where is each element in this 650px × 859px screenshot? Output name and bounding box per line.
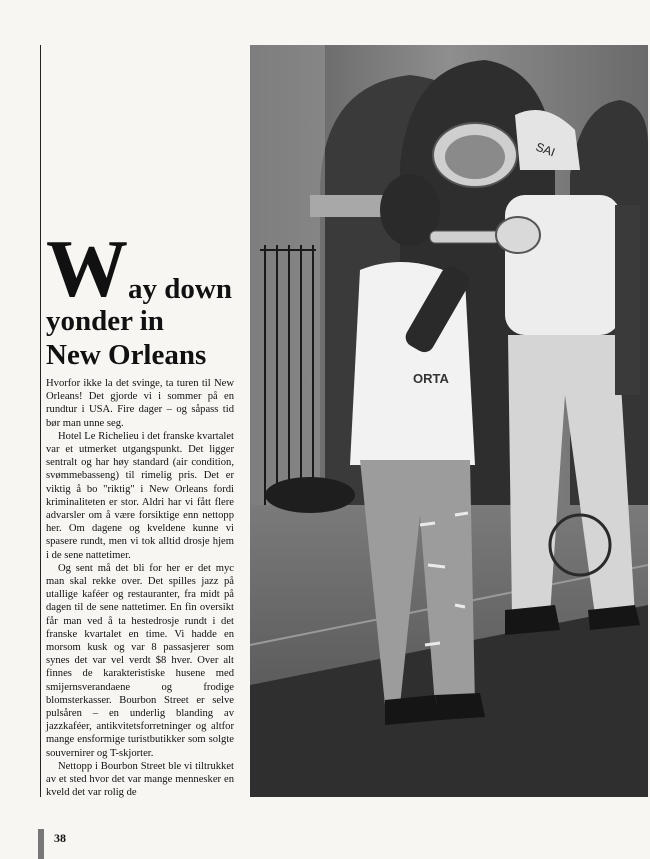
trumpet-bell [496, 217, 540, 253]
man-shirt [505, 195, 620, 335]
column-rule [40, 45, 41, 797]
title-drop-cap: W [46, 223, 124, 314]
cap-lettering: SAI [533, 139, 557, 160]
page-number: 38 [54, 831, 66, 845]
boy-shoe-right [435, 693, 485, 720]
title-line-2: yonder in [46, 305, 164, 337]
title-line-3: New Orleans [46, 339, 207, 371]
article-title-block [46, 223, 246, 372]
article-title [46, 223, 246, 372]
tshirt-lettering: ORTA [413, 371, 449, 386]
title-line-1: ay down [128, 273, 232, 305]
tuba-inner [445, 135, 505, 179]
man-arm [615, 205, 640, 395]
paragraph-3: Og sent må det bli for her er det myc man skal rekke over. Det spilles jazz på utallige kaféer og restauranter, fra midt på dagen til de sene nattetimer. En fin oversikt får man ved å ta hestedrosje rundt i det franske kvartalet en time. Vi hadde en morsom kusk og var 8 passasjerer som synes det var vel verdt $8 hver. Over alt finnes de karakteristiske husene med smijernsverandaene og frodige blomsterkasser. Bourbon Street er selve pulsåren – en underlig blanding av jazzkaféer, antikvitetsforretninger og altfor mange ensformige turistbutikker som solgte souvernirer og T-skjorter. [46, 562, 234, 759]
bag-on-ground [265, 477, 355, 513]
man-shoe-left [505, 605, 560, 635]
paragraph-2: Hotel Le Richelieu i det franske kvartalet var et utmerket utgangspunkt. Det ligger sentralt og har høy standard (air condition, svømmebasseng) til rimelig pris. Det er viktig å bo "riktig" i New Orleans fordi kriminaliteten er stor. Aldri har vi fått flere advarsler om å være forsiktige enn nettopp her. Om dagene og kveldene kunne vi spasere rundt, men vi tok alltid drosje hjem i de sene nattetimer. [46, 430, 234, 561]
trumpet-body [430, 231, 500, 243]
paragraph-4: Nettopp i Bourbon Street ble vi tiltrukket av et sted hvor det var mange mennesker en kveld det var rolig de [46, 760, 234, 799]
boy-shoe-left [385, 695, 440, 725]
photo-illustration [250, 45, 648, 797]
street-musicians-photo [250, 45, 648, 797]
paragraph-1: Hvorfor ikke la det svinge, ta turen til New Orleans! Det gjorde vi i sommer på en rundtur i USA. Fire dager – og såpass tid bør man unne seg. [46, 378, 234, 429]
article-body [46, 377, 234, 800]
page-footer-bar [38, 829, 44, 859]
